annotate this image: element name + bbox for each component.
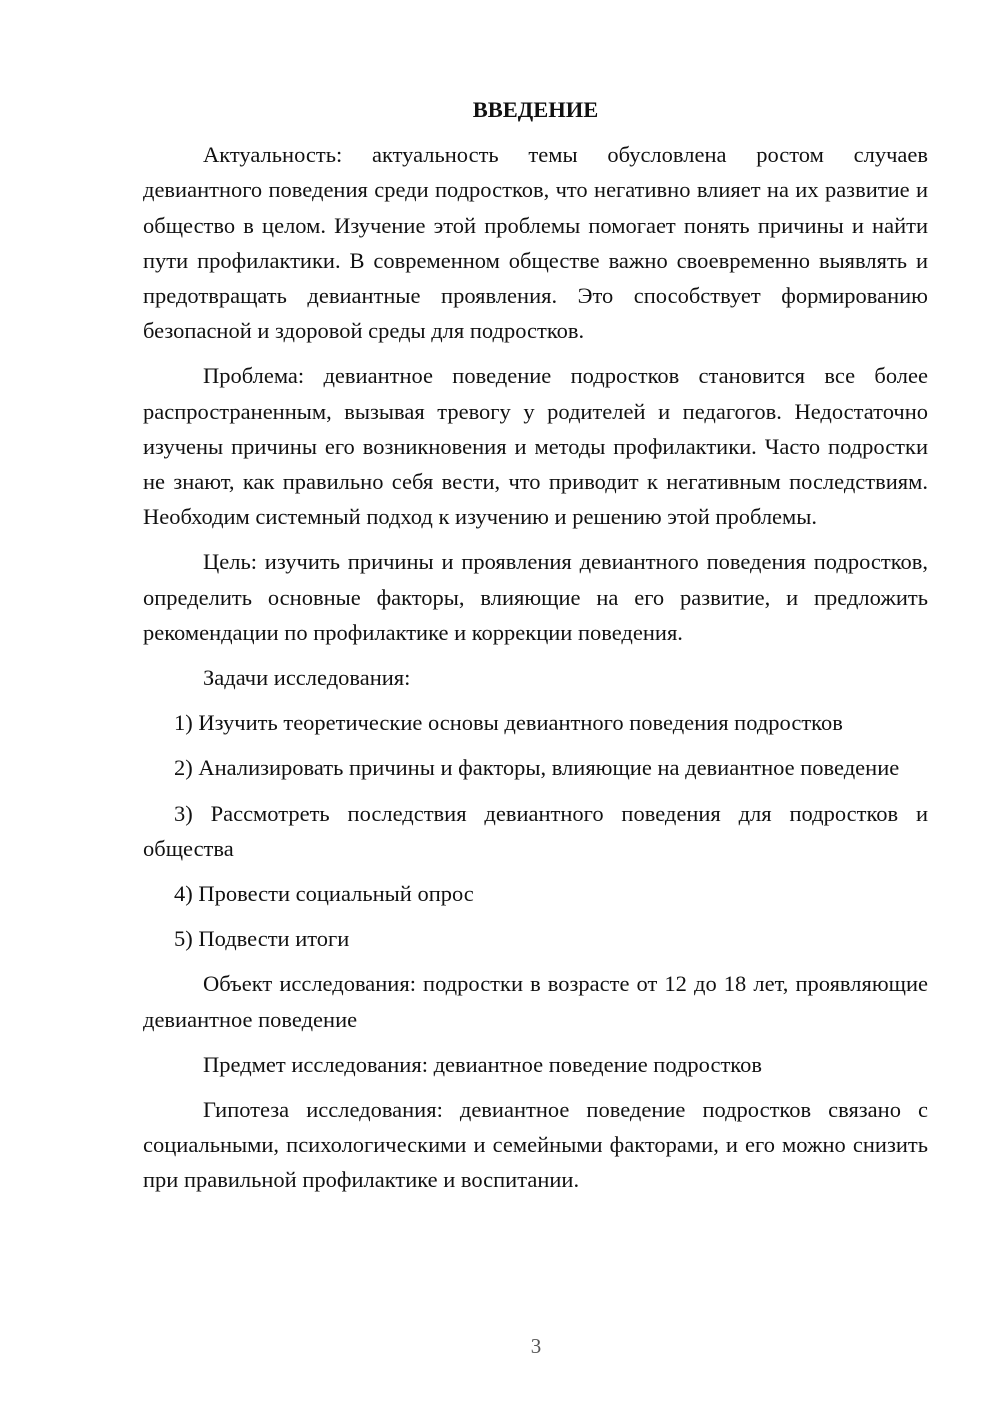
page-number: 3 bbox=[530, 1334, 542, 1358]
section-heading: ВВЕДЕНИЕ bbox=[472, 97, 599, 122]
task-item-2: 2) Анализировать причины и факторы, влияющие на девиантное поведение bbox=[174, 755, 900, 781]
goal-paragraph: Цель: изучить причины и проявления девиантного поведения подростков, определить основные факторы, влияющие на его развитие, и предложить рекомендации по профилактике и коррекции поведения. bbox=[143, 549, 928, 645]
task-item-1: 1) Изучить теоретические основы девиантного поведения подростков bbox=[174, 710, 843, 736]
task-item-5: 5) Подвести итоги bbox=[174, 926, 350, 952]
task-item-4: 4) Провести социальный опрос bbox=[174, 881, 474, 907]
task-item-3: 3) Рассмотреть последствия девиантного поведения для подростков и общества bbox=[143, 800, 928, 861]
object-paragraph: Объект исследования: подростки в возрасте от 12 до 18 лет, проявляющие девиантное поведение bbox=[143, 971, 928, 1032]
subject-paragraph: Предмет исследования: девиантное поведение подростков bbox=[203, 1051, 762, 1077]
problem-paragraph: Проблема: девиантное поведение подростков становится все более распространенным, вызывая тревогу у родителей и педагогов. Недостаточно изучены причины его возникновения и методы профилактики. Часто подростки не знают, как правильно себя вести, что приводит к негативным последствиям. Необходим системный подход к изучению и решению этой проблемы. bbox=[143, 363, 928, 530]
hypothesis-paragraph: Гипотеза исследования: девиантное поведение подростков связано с социальными, психологическими и семейными факторами, и его можно снизить при правильной профилактике и воспитании. bbox=[143, 1097, 928, 1193]
page-content bbox=[143, 92, 928, 1208]
relevance-paragraph: Актуальность: актуальность темы обусловлена ростом случаев девиантного поведения среди подростков, что негативно влияет на их развитие и общество в целом. Изучение этой проблемы помогает понять причины и найти пути профилактики. В современном обществе важно своевременно выявлять и предотвращать девиантные проявления. Это способствует формированию безопасной и здоровой среды для подростков. bbox=[143, 142, 928, 344]
tasks-title: Задачи исследования: bbox=[203, 665, 411, 691]
